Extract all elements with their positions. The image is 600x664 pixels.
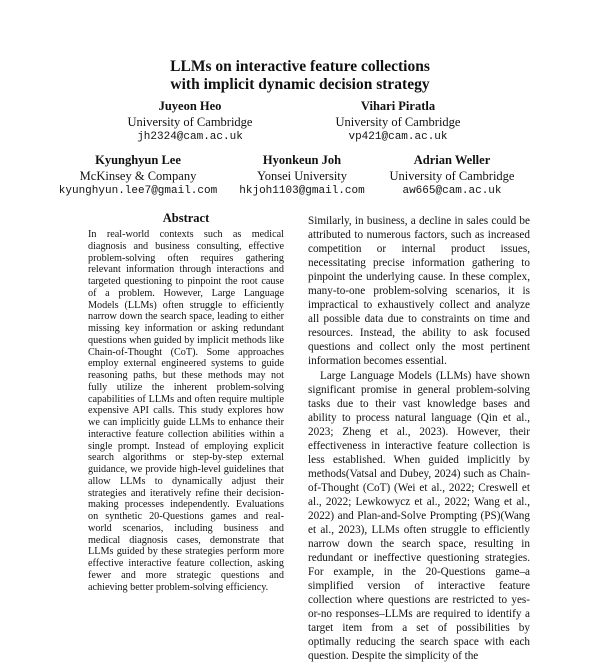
author-affiliation: McKinsey & Company <box>79 168 197 183</box>
author-block-2 <box>298 99 498 146</box>
intro-paragraph-2: Large Language Models (LLMs) have shown significant promise in general problem-solving tasks due to their vast knowledge bases and ability to process natural language (Qin et al., 2023; Zheng et al., 2023). However, their effectiveness in interactive feature collection is less established. When guided implicitly by methods(Vatsal and Dubey, 2024) such as Chain-of-Thought (CoT) (Wei et al., 2022; Creswell et al., 2022; Lewkowycz et al., 2022; Wang et al., 2022) and Plan-and-Solve Prompting (PS)(Wang et al., 2023), LLMs often struggle to efficiently narrow down the search space, resulting in redundant or ineffective questioning strategies. For example, in the 20-Questions game–a simplified version of interactive feature collection where questions are restricted to yes-or-no responses–LLMs are required to identify a target item from a set of possibilities by optimally reducing the search space with each question. Despite the simplicity of the <box>308 369 530 663</box>
intro-paragraph-1: Similarly, in business, a decline in sales could be attributed to numerous factors, such as increased competition or internal product issues, necessitating precise information gathering to pinpoint the underlying cause. In these complex, many-to-one problem-solving scenarios, it is impractical to exhaustively collect and analyze all possible data due to constraints on time and resources. Instead, the ability to ask focused questions and collect only the most pertinent information becomes essential. <box>308 215 530 368</box>
title-line-2: with implicit dynamic decision strategy <box>170 76 430 93</box>
author-name: Hyonkeun Joh <box>262 153 342 167</box>
author-affiliation: University of Cambridge <box>389 168 515 183</box>
author-name: Adrian Weller <box>413 153 491 167</box>
author-email: jh2324@cam.ac.uk <box>137 131 243 143</box>
author-affiliation: Yonsei University <box>256 168 348 183</box>
author-name: Kyunghyun Lee <box>95 153 181 167</box>
author-email: vp421@cam.ac.uk <box>348 131 448 143</box>
author-email: hkjoh1103@gmail.com <box>239 185 365 197</box>
author-name: Juyeon Heo <box>158 99 222 113</box>
author-block-3 <box>58 153 218 200</box>
author-affiliation: University of Cambridge <box>127 114 253 129</box>
author-block-1 <box>90 99 290 146</box>
author-block-4 <box>222 153 382 200</box>
paper-title <box>0 58 600 94</box>
author-affiliation: University of Cambridge <box>335 114 461 129</box>
author-email: kyunghyun.lee7@gmail.com <box>58 185 218 197</box>
abstract-text: In real-world contexts such as medical diagnosis and business consulting, effective problem-solving often requires gathering relevant information through interactions and targeted questioning to pinpoint the root cause of a problem. However, Large Language Models (LLMs) often struggle to efficiently narrow down the search space, leading to either missing key information or asking redundant questions when guided by implicit methods like Chain-of-Thought (CoT). Some approaches employ external engineered systems to guide reasoning paths, but these methods may not fully utilize the inherent problem-solving capabilities of LLMs and often require multiple expensive API calls. This study explores how we can implicitly guide LLMs to enhance their interactive feature collection abilities within a single prompt. Instead of employing explicit search algorithms or step-by-step external guidance, we provide high-level guidelines that allow LLMs to dynamically adjust their strategies and iteratively refine their decision-making processes independently. Evaluations on synthetic 20-Questions games and real-world scenarios, including business and medical diagnosis cases, demonstrate that LLMs guided by these strategies perform more effective interactive feature collection, asking fewer and more strategic questions and achieving better problem-solving efficiency. <box>88 229 284 593</box>
author-email: aw665@cam.ac.uk <box>402 185 502 197</box>
title-line-1: LLMs on interactive feature collections <box>170 58 430 75</box>
author-name: Vihari Piratla <box>360 99 436 113</box>
author-block-5 <box>372 153 532 200</box>
abstract-heading: Abstract <box>162 211 210 225</box>
intro-column <box>308 214 530 664</box>
